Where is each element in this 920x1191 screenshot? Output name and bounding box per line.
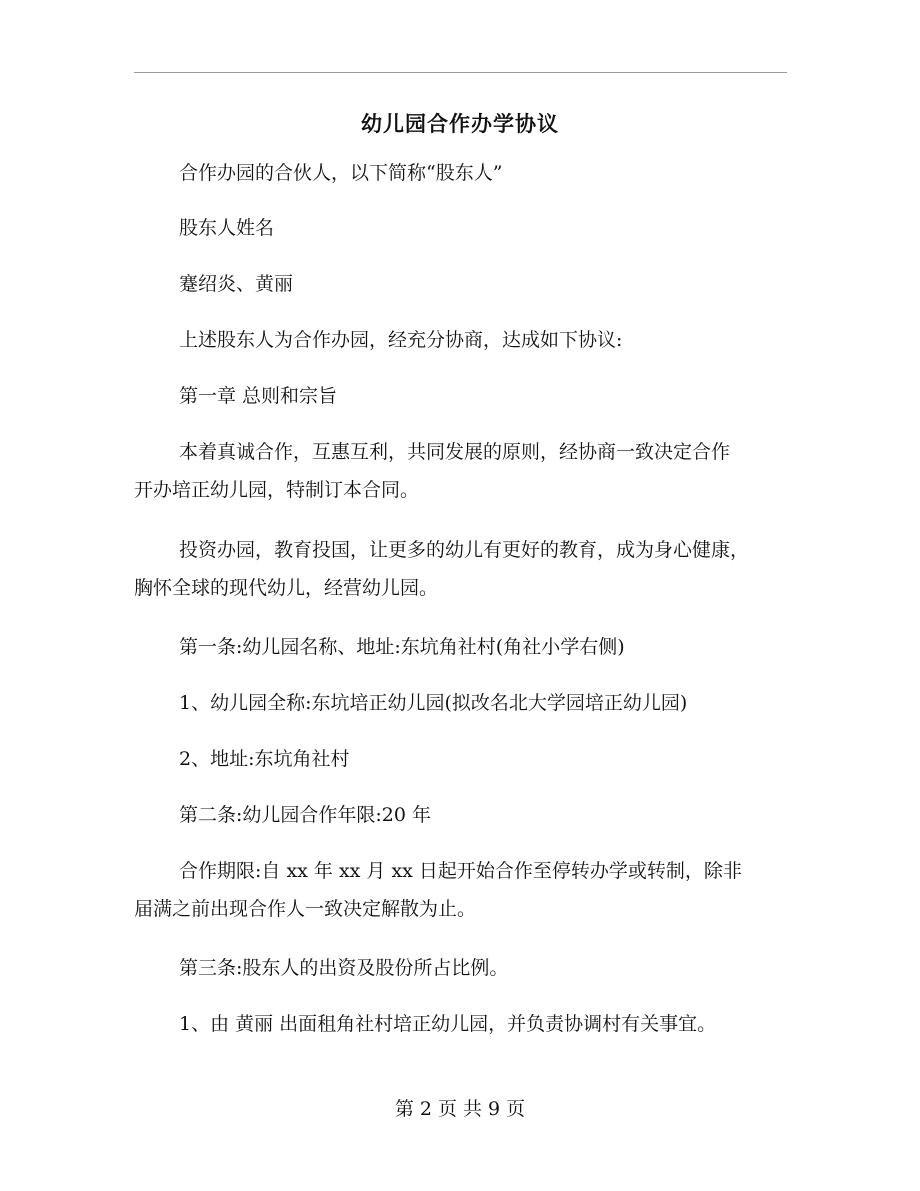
paragraph-line: 第三条:股东人的出资及股份所占比例。	[179, 957, 509, 979]
paragraph-line: 开办培正幼儿园，特制订本合同。	[134, 479, 420, 501]
page-total: 9	[488, 1098, 501, 1120]
paragraph-line: 合作办园的合伙人，以下简称“股东人”	[179, 162, 503, 184]
paragraph-line: 第一条:幼儿园名称、地址:东坑角社村(角社小学右侧)	[179, 636, 625, 658]
article-3-item-1	[134, 1005, 787, 1043]
paragraph-2	[134, 209, 787, 247]
paragraph-line: 投资办园，教育投国，让更多的幼儿有更好的教育，成为身心健康，	[179, 539, 750, 561]
article-1-item-2	[134, 740, 787, 778]
paragraph-line: 胸怀全球的现代幼儿，经营幼儿园。	[134, 577, 439, 599]
page-number: 2	[419, 1098, 432, 1120]
paragraph-line: 上述股东人为合作办园，经充分协商，达成如下协议:	[179, 329, 623, 351]
paragraph-line: 蹇绍炎、黄丽	[179, 273, 294, 295]
paragraph-line: 合作期限:自 xx 年 xx 月 xx 日起开始合作至停转办学或转制，除非	[179, 860, 742, 882]
chapter-heading	[134, 377, 787, 415]
article-1-item-1	[134, 684, 787, 722]
paragraph-line: 第一章 总则和宗旨	[179, 385, 338, 407]
paragraph-line: 第二条:幼儿园合作年限:20 年	[179, 804, 432, 826]
article-1	[134, 628, 787, 666]
page-mid: 页 共	[437, 1098, 483, 1120]
paragraph-term	[134, 852, 787, 928]
page-footer	[0, 1094, 920, 1121]
paragraph-6	[134, 433, 787, 509]
header-rule	[134, 72, 787, 73]
paragraph-3	[134, 265, 787, 303]
paragraph-line: 本着真诚合作，互惠互利，共同发展的原则，经协商一致决定合作	[179, 441, 731, 463]
paragraph-4	[134, 321, 787, 359]
page-suffix: 页	[506, 1098, 526, 1120]
paragraph-line: 股东人姓名	[179, 217, 275, 239]
paragraph-1	[134, 154, 787, 192]
article-2	[134, 796, 787, 834]
page-prefix: 第	[394, 1098, 414, 1120]
paragraph-line: 1、由 黄丽 出面租角社村培正幼儿园，并负责协调村有关事宜。	[179, 1013, 717, 1035]
paragraph-7	[134, 531, 787, 607]
article-3	[134, 949, 787, 987]
paragraph-line: 2、地址:东坑角社村	[179, 748, 350, 770]
paragraph-line: 届满之前出现合作人一致决定解散为止。	[134, 898, 477, 920]
document-title: 幼儿园合作办学协议	[361, 111, 559, 136]
paragraph-line: 1、幼儿园全称:东坑培正幼儿园(拟改名北大学园培正幼儿园)	[179, 692, 688, 714]
